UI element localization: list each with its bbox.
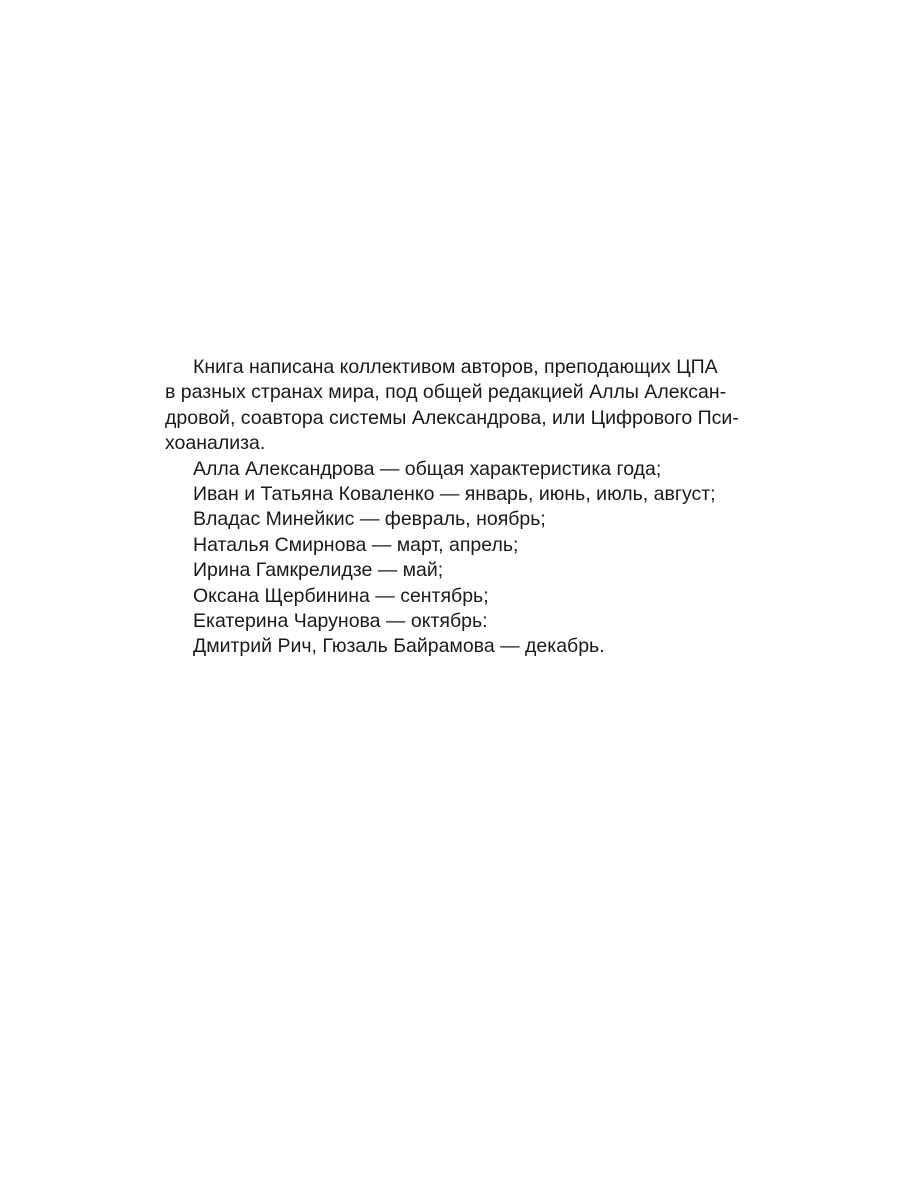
intro-paragraph	[165, 355, 745, 457]
intro-line: в разных странах мира, под общей редакцией Аллы Алексан-	[165, 381, 727, 404]
authors-list	[165, 457, 745, 660]
author-entry: Владас Минейкис — февраль, ноябрь;	[193, 508, 546, 531]
author-entry: Дмитрий Рич, Гюзаль Байрамова — декабрь.	[193, 635, 605, 658]
intro-line: Книга написана коллективом авторов, преподающих ЦПА	[193, 356, 718, 378]
author-entry: Екатерина Чарунова — октябрь:	[193, 610, 488, 633]
intro-line: хоанализа.	[165, 432, 266, 455]
author-entry: Оксана Щербинина — сентябрь;	[193, 584, 489, 607]
author-entry: Наталья Смирнова — март, апрель;	[193, 533, 519, 556]
intro-line: дровой, соавтора системы Александрова, или Цифрового Пси-	[165, 406, 739, 429]
author-entry: Ирина Гамкрелидзе — май;	[193, 559, 444, 582]
author-entry: Алла Александрова — общая характеристика года;	[193, 457, 662, 480]
body-text	[165, 355, 745, 660]
author-entry: Иван и Татьяна Коваленко — январь, июнь, июль, август;	[193, 483, 716, 506]
